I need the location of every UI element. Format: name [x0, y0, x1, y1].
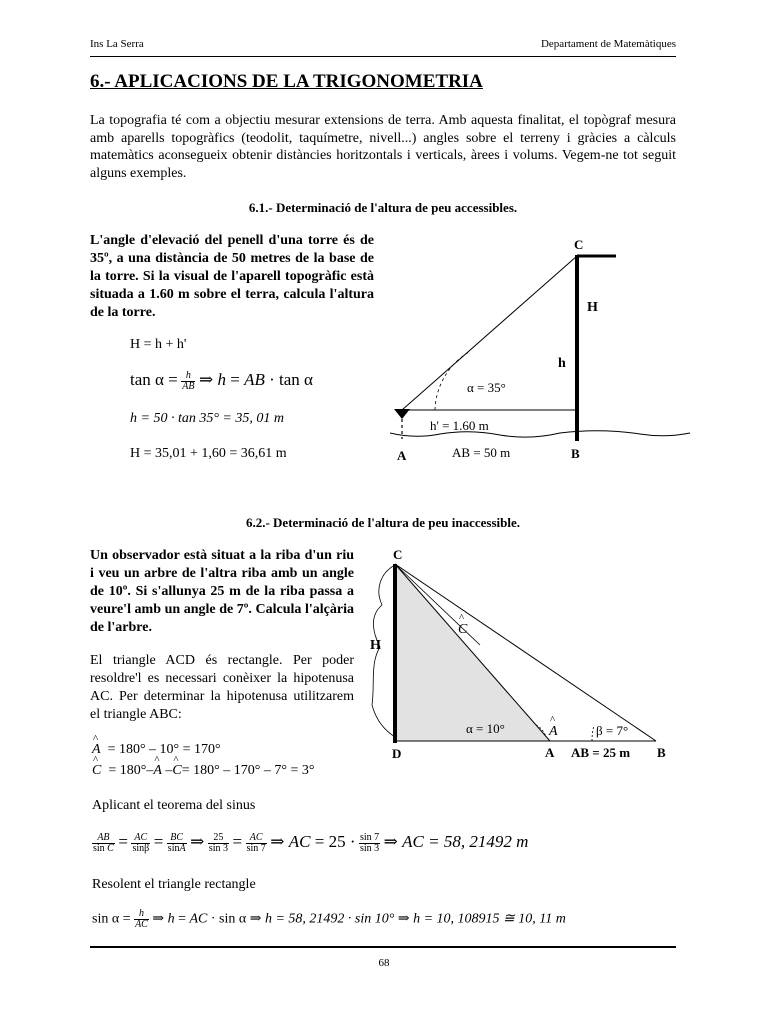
section2-explanation: El triangle ACD és rectangle. Per poder resoldre'l es necessari conèixer la hipotenusa AC. Per determinar la hipotenusa utilitzarem el triangle ABC:: [90, 653, 354, 722]
section2-eqA: ^ A = 180° – 10° = 170°: [92, 742, 221, 758]
fig2-label-D: D: [392, 746, 402, 761]
sine-theorem-equation: $\frac{AB}{\text{sin C}}$ = $\frac{AC}{\sin\beta}$ = $\frac{BC}{\sin A}$ ⇒ $\frac{25}{\sin 3}$ = $\frac{AC}{\sin 7}$ ⇒ AC = 25 · $\frac{\sin 7}{\sin 3}$ ⇒ AC = 58, 21492 m: [93, 832, 529, 855]
fig1-label-H: H: [587, 300, 598, 315]
section2-problem: Un observador està situat a la riba d'un riu i veu un arbre de l'altra riba amb un angle de 10º. Si s'allunya 25 m de la riba passa a veure'l amb un angle de 7º. Calcula l'alçària de l'arbre.: [90, 548, 354, 635]
sine-result: AC = 58, 21492 m: [402, 832, 529, 851]
fig2-label-C: C: [393, 547, 403, 562]
tower-figure: [390, 235, 700, 465]
fig2-label-alpha: α = 10°: [466, 721, 505, 736]
page-number: 68: [378, 957, 390, 969]
tree-figure: [350, 545, 690, 765]
section1-heading: 6.1.- Determinació de l'altura de peu accessibles.: [248, 200, 518, 215]
section1-eq1: H = h + h': [130, 337, 187, 352]
intro-paragraph: La topografia té com a objectiu mesurar extensions de terra. Amb aquesta finalitat, el topògraf mesura amb aparells topogràfics (teodolit, taquímetre, nivell...) angles sobre el terreny i gràcies a càlculs matemàtics aconsegueix obtenir distàncies horitzontals i verticals, àrees i volums. Vegem-ne tot seguit alguns exemples.: [90, 113, 676, 181]
header-school: Ins La Serra: [90, 38, 144, 50]
tower-lines: [390, 255, 690, 441]
fig2-label-B: B: [657, 745, 666, 760]
fig2-label-A: A: [545, 745, 555, 760]
fig1-label-hprime: h' = 1.60 m: [430, 418, 489, 433]
fig1-label-C: C: [574, 237, 584, 252]
header-department: Departament de Matemàtiques: [540, 38, 676, 50]
fig1-label-B: B: [571, 446, 580, 461]
fig1-label-alpha: α = 35°: [467, 380, 506, 395]
fig2-label-AB: AB = 25 m: [571, 745, 631, 760]
sine-theorem-text: Aplicant el teorema del sinus: [92, 798, 256, 813]
section1-problem: L'angle d'elevació del penell d'una torre és de 35º, a una distància de 50 metres de la base de la torre. Si la visual de l'aparell topogràfic està situada a 1.60 m sobre el terra, calcula l'altura de la torre.: [90, 233, 374, 320]
fig1-label-h: h: [558, 356, 566, 371]
section1-eq4: H = 35,01 + 1,60 = 36,61 m: [130, 446, 287, 461]
section1-eq3: h = 50 · tan 35° = 35, 01 m: [130, 411, 284, 426]
fig1-label-AB: AB = 50 m: [452, 445, 511, 460]
section2-eqC: ^ C = 180°–^ A –^ C= 180° – 170° – 7° = 3°: [92, 763, 314, 779]
fig2-hat-C: ^: [459, 612, 465, 624]
fig2-label-A-hat: A: [549, 724, 558, 739]
section2-heading: 6.2.- Determinació de l'altura de peu inaccessible.: [245, 515, 521, 530]
right-triangle-text: Resolent el triangle rectangle: [92, 877, 256, 892]
page-title: 6.- APLICACIONS DE LA TRIGONOMETRIA: [90, 71, 483, 92]
fig2-label-C-hat: C: [458, 622, 468, 637]
fig2-label-beta: β = 7°: [596, 723, 629, 738]
section1-eq2: tan α = $\frac{h}{AB}$ ⇒ h = AB · tan α: [130, 370, 313, 393]
fig1-label-A: A: [397, 448, 407, 463]
footer-rule: [90, 946, 676, 948]
header-rule: [90, 56, 676, 57]
fig2-hat-A: ^: [550, 714, 556, 726]
fig2-label-H: H: [370, 638, 381, 653]
final-equation: sin α = $\frac{h}{AC}$ ⇒ h = AC · sin α ⇒ h = 58, 21492 · sin 10° ⇒ h = 10, 108915 ≅ 10, 11 m: [92, 908, 566, 930]
